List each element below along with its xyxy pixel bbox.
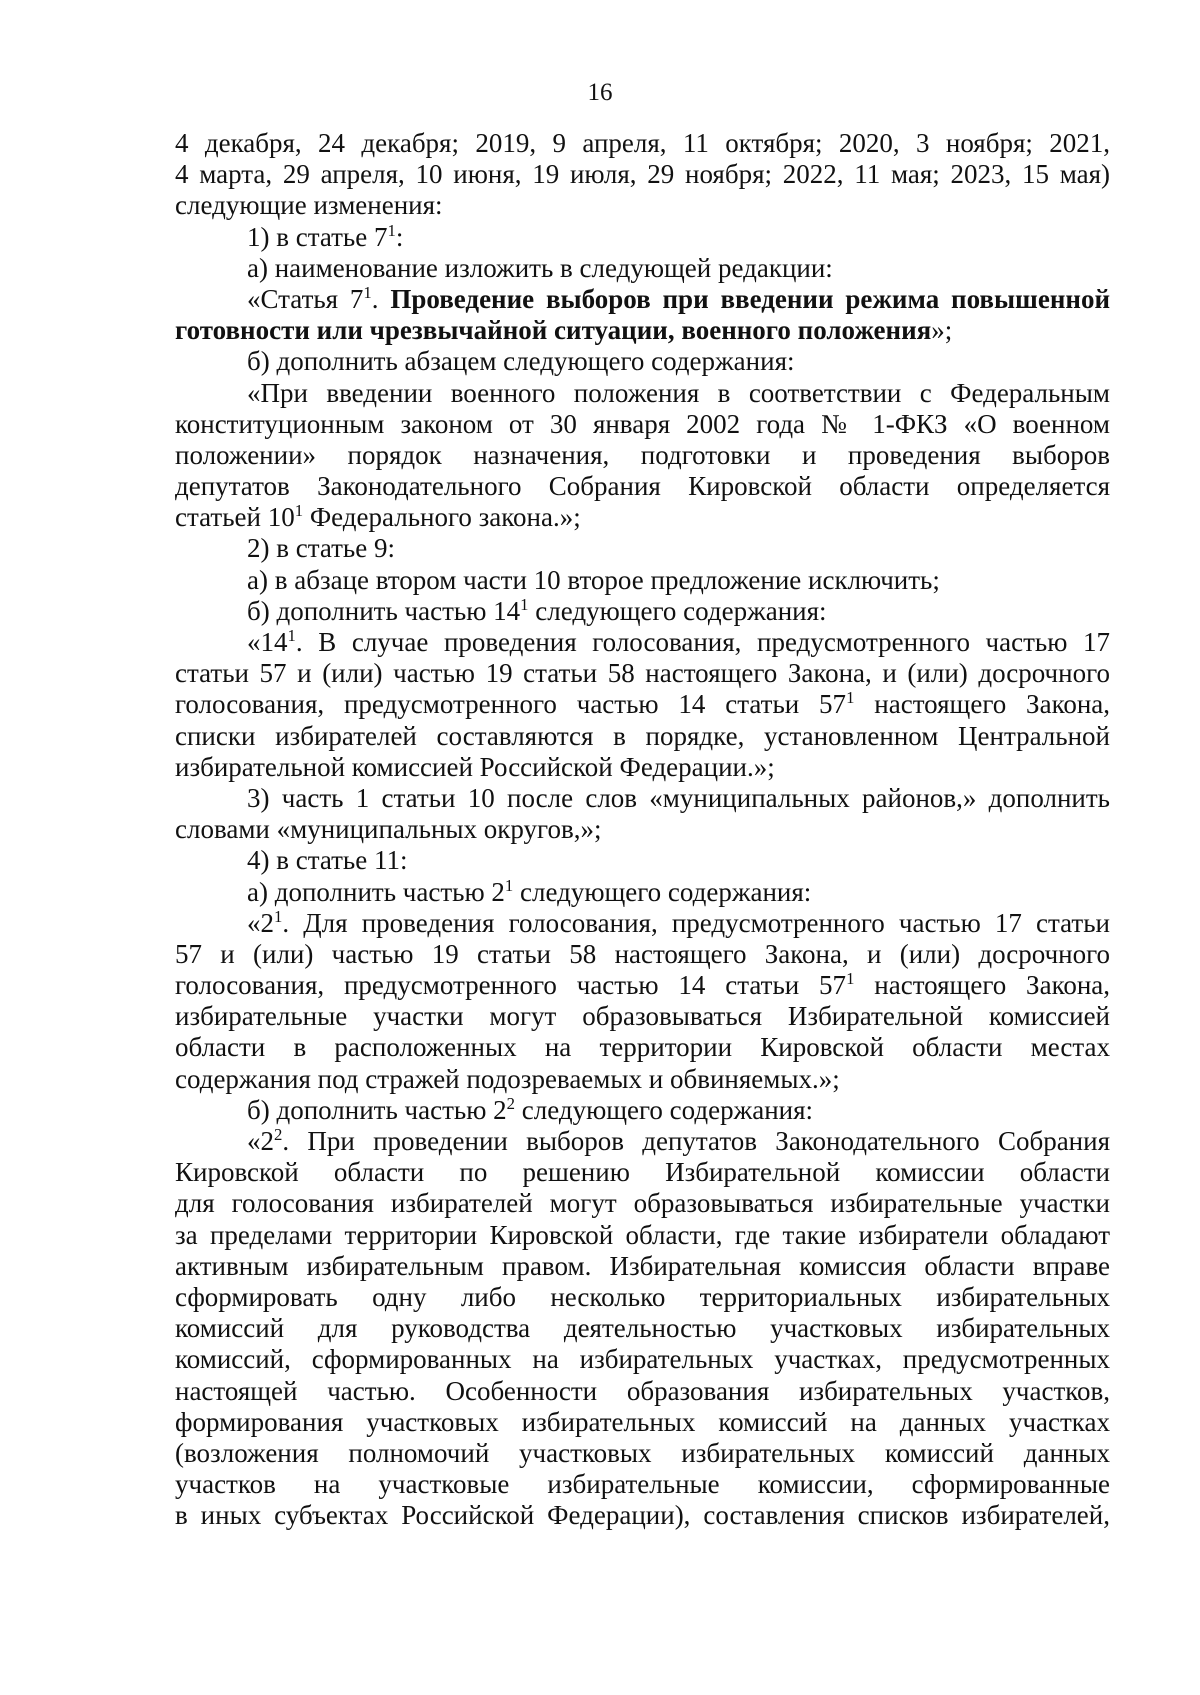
text-fragment: а) в абзаце втором части 10 второе предложение исключить; <box>247 564 940 595</box>
text-line <box>175 1344 1110 1375</box>
text-fragment: голосования, предусмотренного частью 14 статьи 57 <box>175 970 847 1001</box>
text-fragment: настоящей частью. Особенности образования избирательных участков, <box>175 1375 1110 1406</box>
text-line <box>175 1500 1110 1531</box>
text-line <box>175 1032 1110 1063</box>
text-fragment: активным избирательным правом. Избирательная комиссия области вправе <box>175 1250 1110 1281</box>
text-fragment: участков на участковые избирательные комиссии, сформированные <box>175 1469 1110 1500</box>
text-fragment: б) дополнить частью 2 <box>247 1094 507 1125</box>
superscript-index: 2 <box>506 1093 515 1113</box>
text-line <box>175 1188 1110 1219</box>
text-fragment: б) дополнить абзацем следующего содержания: <box>247 346 795 377</box>
text-line <box>175 284 1110 315</box>
text-fragment: а) дополнить частью 2 <box>247 876 505 907</box>
text-line <box>175 471 1110 502</box>
text-line <box>175 689 1110 720</box>
text-fragment: списки избирателей составляются в порядке, установленном Центральной <box>175 720 1110 751</box>
text-line <box>175 378 1110 409</box>
text-fragment: 2) в статье 9: <box>247 533 395 564</box>
text-fragment: следующего содержания: <box>513 876 812 907</box>
text-fragment: б) дополнить частью 14 <box>247 595 521 626</box>
text-fragment: за пределами территории Кировской области, где такие избиратели обладают <box>175 1219 1110 1250</box>
bold-title-text: Проведение выборов при введении режима повышенной <box>390 283 1111 314</box>
superscript-index: 1 <box>520 594 529 614</box>
text-fragment: 3) часть 1 статьи 10 после слов «муниципальных районов,» дополнить <box>247 782 1110 813</box>
text-line <box>175 346 1110 377</box>
document-body <box>175 128 1110 1531</box>
superscript-index: 2 <box>274 1124 283 1144</box>
text-fragment: настоящего Закона, <box>854 970 1110 1001</box>
text-line <box>175 877 1110 908</box>
text-line <box>175 1407 1110 1438</box>
text-line <box>175 1157 1110 1188</box>
text-fragment: «Статья 7 <box>247 283 364 314</box>
text-fragment: Федерального закона.»; <box>303 502 581 533</box>
text-line <box>175 565 1110 596</box>
text-line <box>175 502 1110 533</box>
text-fragment: . Для проведения голосования, предусмотренного частью 17 статьи <box>282 907 1110 938</box>
text-fragment: в иных субъектах Российской Федерации), составления списков избирателей, <box>175 1500 1110 1531</box>
text-fragment: «2 <box>247 907 274 938</box>
text-line <box>175 908 1110 939</box>
text-fragment: 4) в статье 11: <box>247 845 408 876</box>
text-fragment: избирательной комиссией Российской Федерации.»; <box>175 751 775 782</box>
text-fragment: «При введении военного положения в соответствии с Федеральным <box>247 377 1110 408</box>
superscript-index: 1 <box>294 501 304 521</box>
text-fragment: . <box>371 283 391 314</box>
text-fragment: следующего содержания: <box>515 1094 814 1125</box>
text-fragment: (возложения полномочий участковых избирательных комиссий данных <box>175 1437 1110 1468</box>
text-line <box>175 970 1110 1001</box>
superscript-index: 1 <box>274 906 283 926</box>
text-fragment: «2 <box>247 1126 274 1156</box>
text-fragment: депутатов Законодательного Собрания Кировской области определяется <box>175 471 1110 502</box>
superscript-index: 1 <box>387 220 396 240</box>
text-line <box>175 1438 1110 1469</box>
text-fragment: формирования участковых избирательных комиссий на данных участках <box>175 1406 1110 1437</box>
text-line <box>175 627 1110 658</box>
text-line <box>175 1251 1110 1282</box>
text-line <box>175 440 1110 471</box>
text-fragment: . В случае проведения голосования, предусмотренного частью 17 <box>295 627 1110 657</box>
text-line <box>175 190 1110 221</box>
text-fragment: для голосования избирателей могут образовываться избирательные участки <box>175 1188 1110 1219</box>
text-line <box>175 1095 1110 1126</box>
text-fragment: . При проведении выборов депутатов Законодательного Собрания <box>282 1126 1110 1156</box>
text-fragment: «14 <box>247 627 288 657</box>
text-fragment: сформировать одну либо несколько территориальных избирательных <box>175 1281 1110 1312</box>
text-fragment: статьи 57 и (или) частью 19 статьи 58 настоящего Закона, и (или) досрочного <box>175 658 1110 689</box>
text-fragment: 1) в статье 7 <box>247 221 388 252</box>
text-line <box>175 596 1110 627</box>
text-fragment: комиссий, сформированных на избирательных участках, предусмотренных <box>175 1344 1110 1375</box>
superscript-index: 1 <box>846 969 855 989</box>
text-fragment: статьей 10 <box>175 502 295 533</box>
text-line <box>175 783 1110 814</box>
superscript-index: 1 <box>363 282 372 302</box>
text-fragment: Кировской области по решению Избирательной комиссии области <box>175 1157 1110 1188</box>
text-line <box>175 222 1110 253</box>
text-line <box>175 315 1110 346</box>
text-line <box>175 845 1110 876</box>
text-fragment: избирательные участки могут образовываться Избирательной комиссией <box>175 1001 1110 1032</box>
text-line <box>175 814 1110 845</box>
text-fragment: настоящего Закона, <box>854 689 1110 720</box>
text-fragment: »; <box>931 315 953 346</box>
text-line <box>175 752 1110 783</box>
text-line <box>175 1220 1110 1251</box>
text-fragment: комиссий для руководства деятельностью участковых избирательных <box>175 1313 1110 1344</box>
text-line <box>175 1313 1110 1344</box>
text-fragment: а) наименование изложить в следующей редакции: <box>247 252 833 283</box>
text-fragment: следующего содержания: <box>528 595 827 626</box>
text-fragment: 57 и (или) частью 19 статьи 58 настоящего Закона, и (или) досрочного <box>175 938 1110 969</box>
text-fragment: 4 декабря, 24 декабря; 2019, 9 апреля, 11 октября; 2020, 3 ноября; 2021, <box>175 128 1110 158</box>
text-fragment: содержания под стражей подозреваемых и обвиняемых.»; <box>175 1063 840 1094</box>
text-line <box>175 1469 1110 1500</box>
text-line <box>175 409 1110 440</box>
text-line <box>175 128 1110 159</box>
superscript-index: 1 <box>287 625 296 645</box>
page-number: 16 <box>587 79 613 106</box>
text-fragment: следующие изменения: <box>175 190 443 221</box>
text-fragment: положении» порядок назначения, подготовки и проведения выборов <box>175 439 1110 470</box>
text-line <box>175 1282 1110 1313</box>
text-line <box>175 533 1110 564</box>
text-line <box>175 1064 1110 1095</box>
text-line <box>175 1376 1110 1407</box>
text-line <box>175 939 1110 970</box>
text-fragment: словами «муниципальных округов,»; <box>175 814 602 845</box>
text-line <box>175 1001 1110 1032</box>
text-fragment: голосования, предусмотренного частью 14 статьи 57 <box>175 689 847 720</box>
text-line <box>175 159 1110 190</box>
superscript-index: 1 <box>504 875 514 895</box>
text-line <box>175 658 1110 689</box>
text-fragment: 4 марта, 29 апреля, 10 июня, 19 июля, 29 ноября; 2022, 11 мая; 2023, 15 мая) <box>175 159 1110 190</box>
text-line <box>175 1126 1110 1157</box>
superscript-index: 1 <box>846 688 855 708</box>
text-fragment: конституционным законом от 30 января 2002 года № 1-ФКЗ «О военном <box>175 408 1110 439</box>
text-line <box>175 253 1110 284</box>
text-fragment: области в расположенных на территории Кировской области местах <box>175 1032 1110 1063</box>
text-fragment: : <box>395 221 404 252</box>
bold-title-text: готовности или чрезвычайной ситуации, военного положения <box>175 315 932 346</box>
text-line <box>175 721 1110 752</box>
